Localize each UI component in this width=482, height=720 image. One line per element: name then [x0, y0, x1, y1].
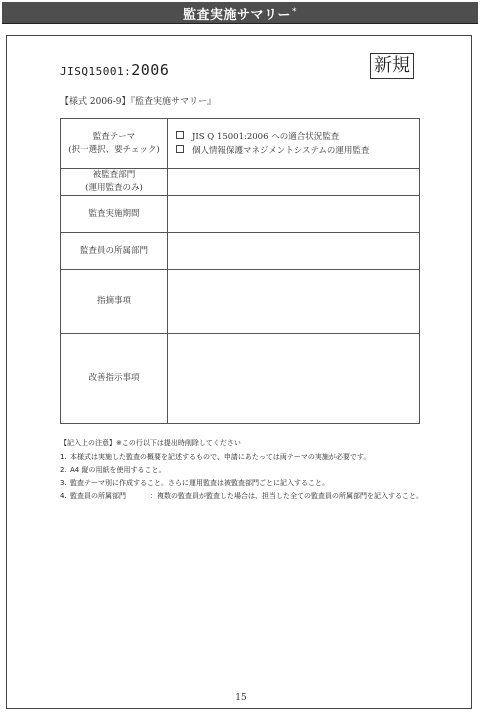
- table-row-period: [61, 196, 420, 233]
- note-term: 監査員の所属部門: [70, 492, 126, 500]
- standard-year: 2006: [131, 61, 170, 79]
- note-number: 3.: [60, 479, 67, 487]
- department-label-cell: [61, 169, 168, 196]
- table-row-department: [61, 169, 420, 196]
- theme-option-label: JIS Q 15001:2006 への適合状況監査: [192, 131, 340, 142]
- auditor-dept-label: 監査員の所属部門: [61, 233, 168, 270]
- theme-option-label: 個人情報保護マネジメントシステムの運用監査: [192, 145, 370, 156]
- auditor-dept-input-cell[interactable]: [168, 233, 420, 270]
- notes-heading: 【記入上の注意】※この行以下は提出時削除してください: [60, 439, 241, 447]
- note-item: [60, 451, 423, 464]
- note-number: 2.: [60, 466, 67, 474]
- theme-options-cell: [168, 119, 420, 169]
- note-text: 本様式は実施した監査の概要を記述するもので、申請にあたっては両テーマの実施が必要です。: [70, 453, 371, 461]
- header-title: [2, 4, 478, 23]
- header-bar: [2, 2, 478, 24]
- note-text: A4 縦の用紙を使用すること。: [70, 466, 166, 474]
- table-row-theme: [61, 119, 420, 169]
- note-number: 1.: [60, 453, 67, 461]
- standard-code: JISQ15001:: [60, 65, 132, 78]
- period-label: 監査実施期間: [61, 196, 168, 233]
- header-title-text: 監査実施サマリー: [182, 8, 291, 23]
- checkbox-icon[interactable]: [176, 145, 184, 153]
- note-text: ：複数の監査員が監査した場合は、担当した全ての監査員の所属部門を記入すること。: [150, 492, 423, 500]
- checkbox-icon[interactable]: [176, 131, 184, 139]
- table-row-improvements: [61, 334, 420, 424]
- table-row-auditor-dept: [61, 233, 420, 270]
- note-item: [60, 477, 423, 490]
- entry-notes: [60, 437, 423, 503]
- form-title: 【様式 2006-9】『監査実施サマリー』: [60, 97, 217, 107]
- theme-label-note: (択一選択、要チェック): [68, 144, 160, 155]
- improvements-label: 改善指示事項: [61, 334, 168, 424]
- audit-summary-table: [60, 118, 420, 424]
- page-number: 15: [235, 693, 247, 703]
- standard-number: [60, 60, 169, 79]
- findings-label: 指摘事項: [61, 270, 168, 334]
- note-number: 4.: [60, 492, 67, 500]
- header-asterisk: *: [292, 6, 297, 17]
- note-item: [60, 464, 423, 477]
- new-stamp: 新規: [370, 53, 414, 79]
- department-input-cell[interactable]: [168, 169, 420, 196]
- note-text: 監査テーマ別に作成すること。さらに運用監査は被監査部門ごとに記入すること。: [70, 479, 329, 487]
- table-row-findings: [61, 270, 420, 334]
- department-label: 被監査部門: [92, 170, 136, 180]
- period-input-cell[interactable]: [168, 196, 420, 233]
- theme-label-cell: [61, 119, 168, 169]
- theme-option-conformity[interactable]: [176, 130, 419, 144]
- theme-label: 監査テーマ: [92, 131, 136, 142]
- department-label-note: (運用監査のみ): [85, 183, 143, 193]
- findings-input-cell[interactable]: [168, 270, 420, 334]
- improvements-input-cell[interactable]: [168, 334, 420, 424]
- theme-option-operation[interactable]: [176, 144, 419, 158]
- note-item: [60, 490, 423, 503]
